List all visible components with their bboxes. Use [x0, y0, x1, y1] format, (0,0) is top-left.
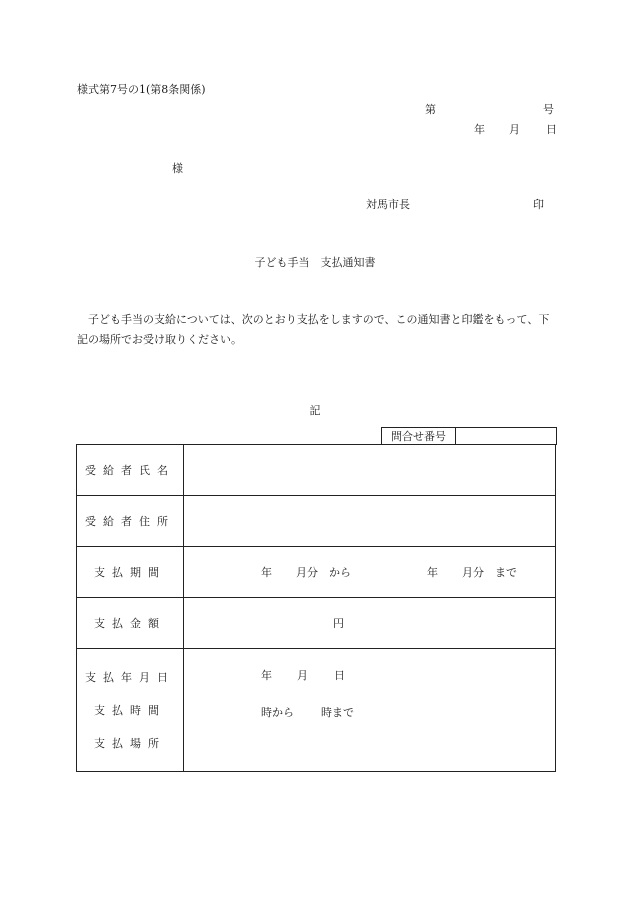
issue-date: [474, 124, 557, 135]
payment-amount-unit: 円: [333, 617, 344, 630]
table-row: [77, 445, 556, 496]
table-row: [77, 649, 556, 772]
recipient-honorific: 様: [172, 162, 183, 175]
payment-date-day: 日: [334, 669, 345, 682]
recipient-address-label: 受給者住所: [77, 496, 184, 547]
payment-date-month: 月: [297, 669, 308, 682]
inquiry-number-box: [381, 427, 557, 445]
payment-time-to: 時まで: [321, 706, 354, 719]
issuer-name: 対馬市長: [366, 198, 410, 211]
payment-time-from: 時から: [261, 706, 294, 719]
recipient-name-label: 受給者氏名: [77, 445, 184, 496]
document-number-prefix: 第: [425, 103, 436, 116]
payment-schedule-fields: [184, 649, 556, 772]
recipient-address-field: [184, 496, 556, 547]
issue-date-month: 月: [509, 123, 520, 136]
period-from-month: 月分 から: [296, 566, 351, 579]
payment-period-field: [184, 547, 556, 598]
payment-period-label: 支払期間: [77, 547, 184, 598]
issue-date-day: 日: [546, 123, 557, 136]
inquiry-number-value: [456, 428, 556, 445]
payment-date-year: 年: [261, 669, 272, 682]
table-row: [77, 496, 556, 547]
period-to-month: 月分 まで: [462, 566, 517, 579]
period-from-year: 年: [261, 566, 272, 579]
payment-amount-field: [184, 598, 556, 649]
inquiry-number-label: 問合せ番号: [382, 428, 456, 445]
document-number-suffix: 号: [543, 103, 554, 116]
document-body: 子ども手当の支給については、次のとおり支払をしますので、この通知書と印鑑をもって、下記の場所でお受け取りください。: [77, 313, 550, 346]
payment-date-label: 支払年月日: [85, 671, 175, 684]
payment-schedule-labels: [77, 649, 184, 772]
recipient-name-field: [184, 445, 556, 496]
issue-date-year: 年: [474, 123, 485, 136]
table-row: [77, 547, 556, 598]
seal-mark: 印: [533, 198, 544, 211]
payment-time-label: 支払時間: [94, 704, 166, 717]
ki-heading: 記: [309, 404, 321, 417]
payment-details-table: [76, 444, 556, 772]
document-title: 子ども手当 支払通知書: [254, 256, 376, 269]
period-to-year: 年: [427, 566, 438, 579]
table-row: [77, 598, 556, 649]
form-number: 様式第7号の1(第8条関係): [77, 83, 206, 96]
payment-amount-label: 支払金額: [77, 598, 184, 649]
payment-place-label: 支払場所: [94, 737, 166, 750]
